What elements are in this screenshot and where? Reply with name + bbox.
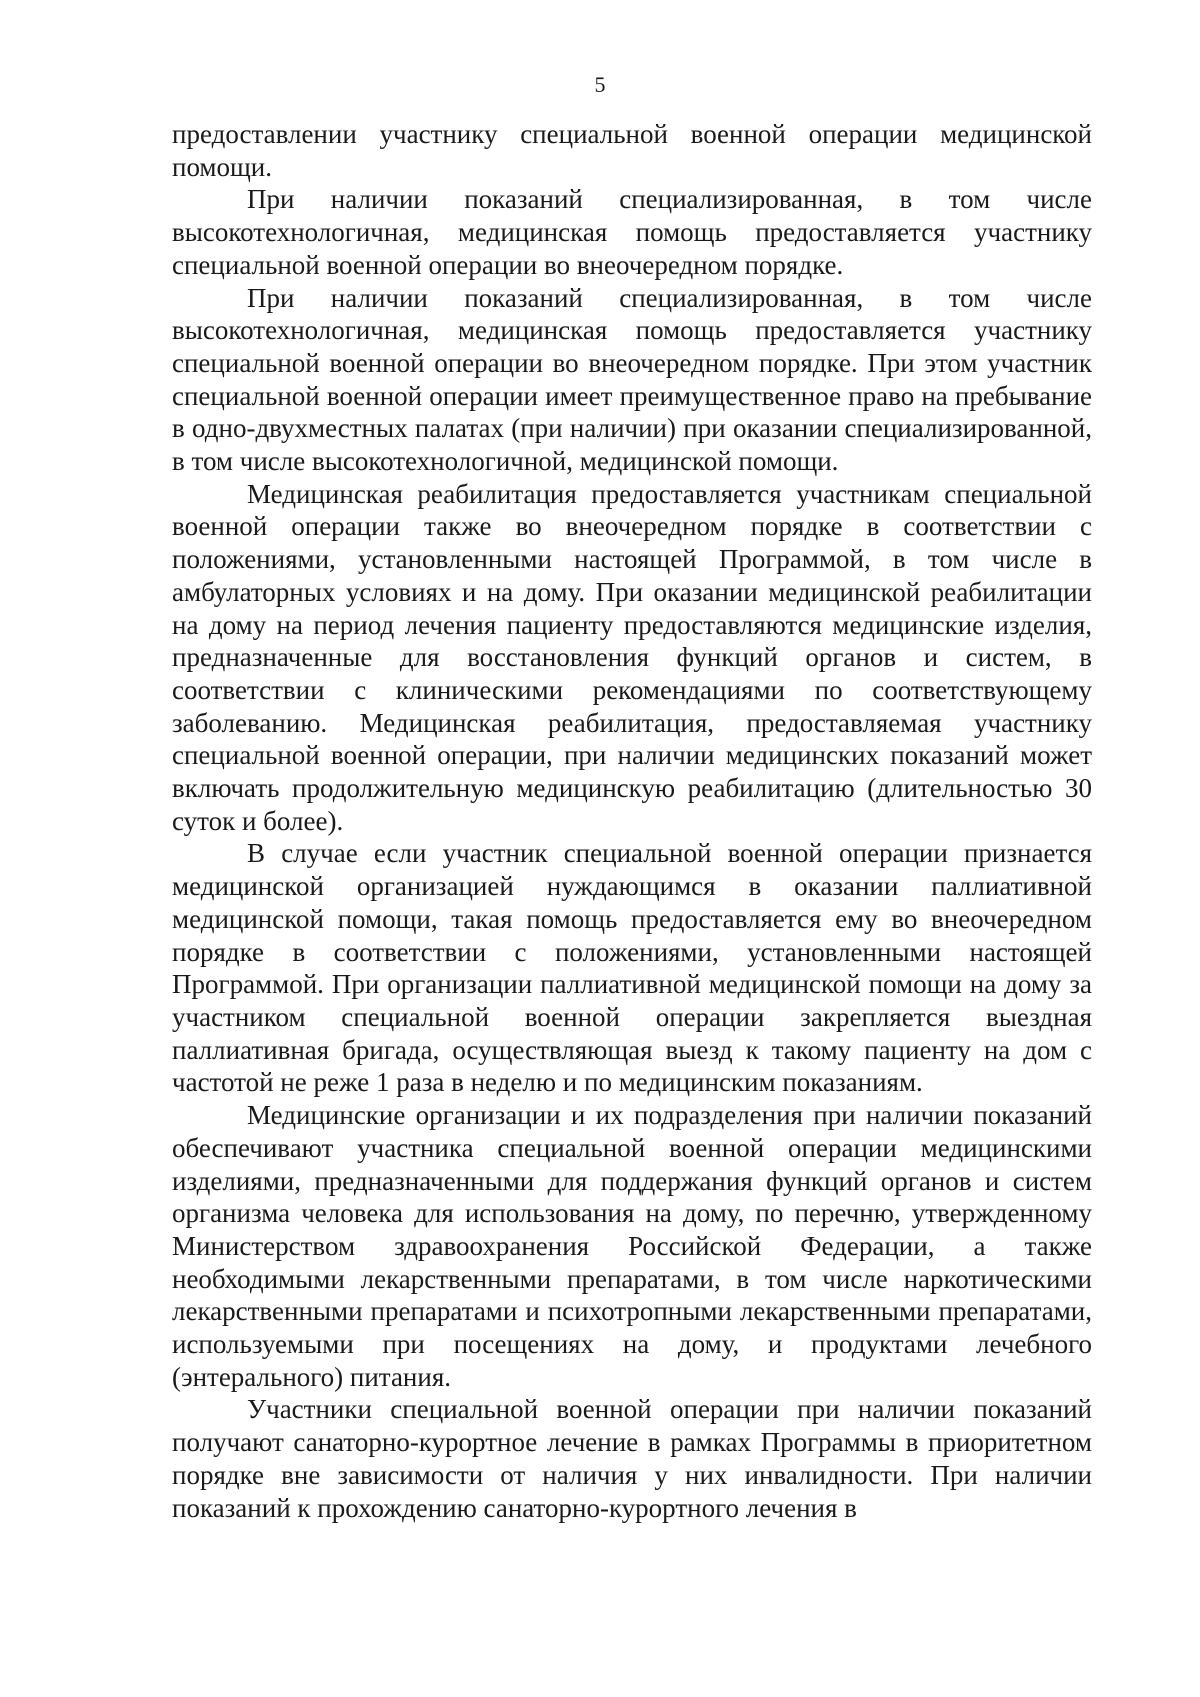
paragraph-sanatorium-treatment: Участники специальной военной операции при наличии показаний получают санаторно-курортное лечение в рамках Программы в приоритетном порядке вне зависимости от наличия у них инвалидности. При наличии показаний к прохождению санаторно-курортного лечения в [172, 1394, 1092, 1523]
paragraph-continuation: предоставлении участнику специальной военной операции медицинской помощи. [172, 119, 1092, 182]
page-number: 5 [594, 72, 606, 97]
document-body [172, 118, 1092, 1524]
paragraph-palliative-care: В случае если участник специальной военной операции признается медицинской организацией нуждающимся в оказании паллиативной медицинской помощи, такая помощь предоставляется ему во внеочередном порядке в соответствии с положениями, установленными настоящей Программой. При организации паллиативной медицинской помощи на дому за участником специальной военной операции закрепляется выездная паллиативная бригада, осуществляющая выезд к такому пациенту на дом с частотой не реже 1 раза в неделю и по медицинским показаниям. [172, 838, 1092, 1098]
paragraph-specialized-care: При наличии показаний специализированная, в том числе высокотехнологичная, медицинская помощь предоставляется участнику специальной военной операции во внеочередном порядке. [172, 184, 1092, 280]
paragraph-medical-devices: Медицинские организации и их подразделения при наличии показаний обеспечивают участника специальной военной операции медицинскими изделиями, предназначенными для поддержания функций органов и систем организма человека для использования на дому, по перечню, утвержденному Министерством здравоохранения Российской Федерации, а также необходимыми лекарственными препаратами, в том числе наркотическими лекарственными препаратами и психотропными лекарственными препаратами, используемыми при посещениях на дому, и продуктами лечебного (энтерального) питания. [172, 1100, 1092, 1392]
paragraph-medical-rehabilitation: Медицинская реабилитация предоставляется участникам специальной военной операции также во внеочередном порядке в соответствии с положениями, установленными настоящей Программой, в том числе в амбулаторных условиях и на дому. При оказании медицинской реабилитации на дому на период лечения пациенту предоставляются медицинские изделия, предназначенные для восстановления функций органов и систем, в соответствии с клиническими рекомендациями по соответствующему заболеванию. Медицинская реабилитация, предоставляемая участнику специальной военной операции, при наличии медицинских показаний может включать продолжительную медицинскую реабилитацию (длительностью 30 суток и более). [172, 478, 1092, 836]
paragraph-specialized-care-wards: При наличии показаний специализированная, в том числе высокотехнологичная, медицинская помощь предоставляется участнику специальной военной операции во внеочередном порядке. При этом участник специальной военной операции имеет преимущественное право на пребывание в одно-двухместных палатах (при наличии) при оказании специализированной, в том числе высокотехнологичной, медицинской помощи. [172, 282, 1092, 477]
